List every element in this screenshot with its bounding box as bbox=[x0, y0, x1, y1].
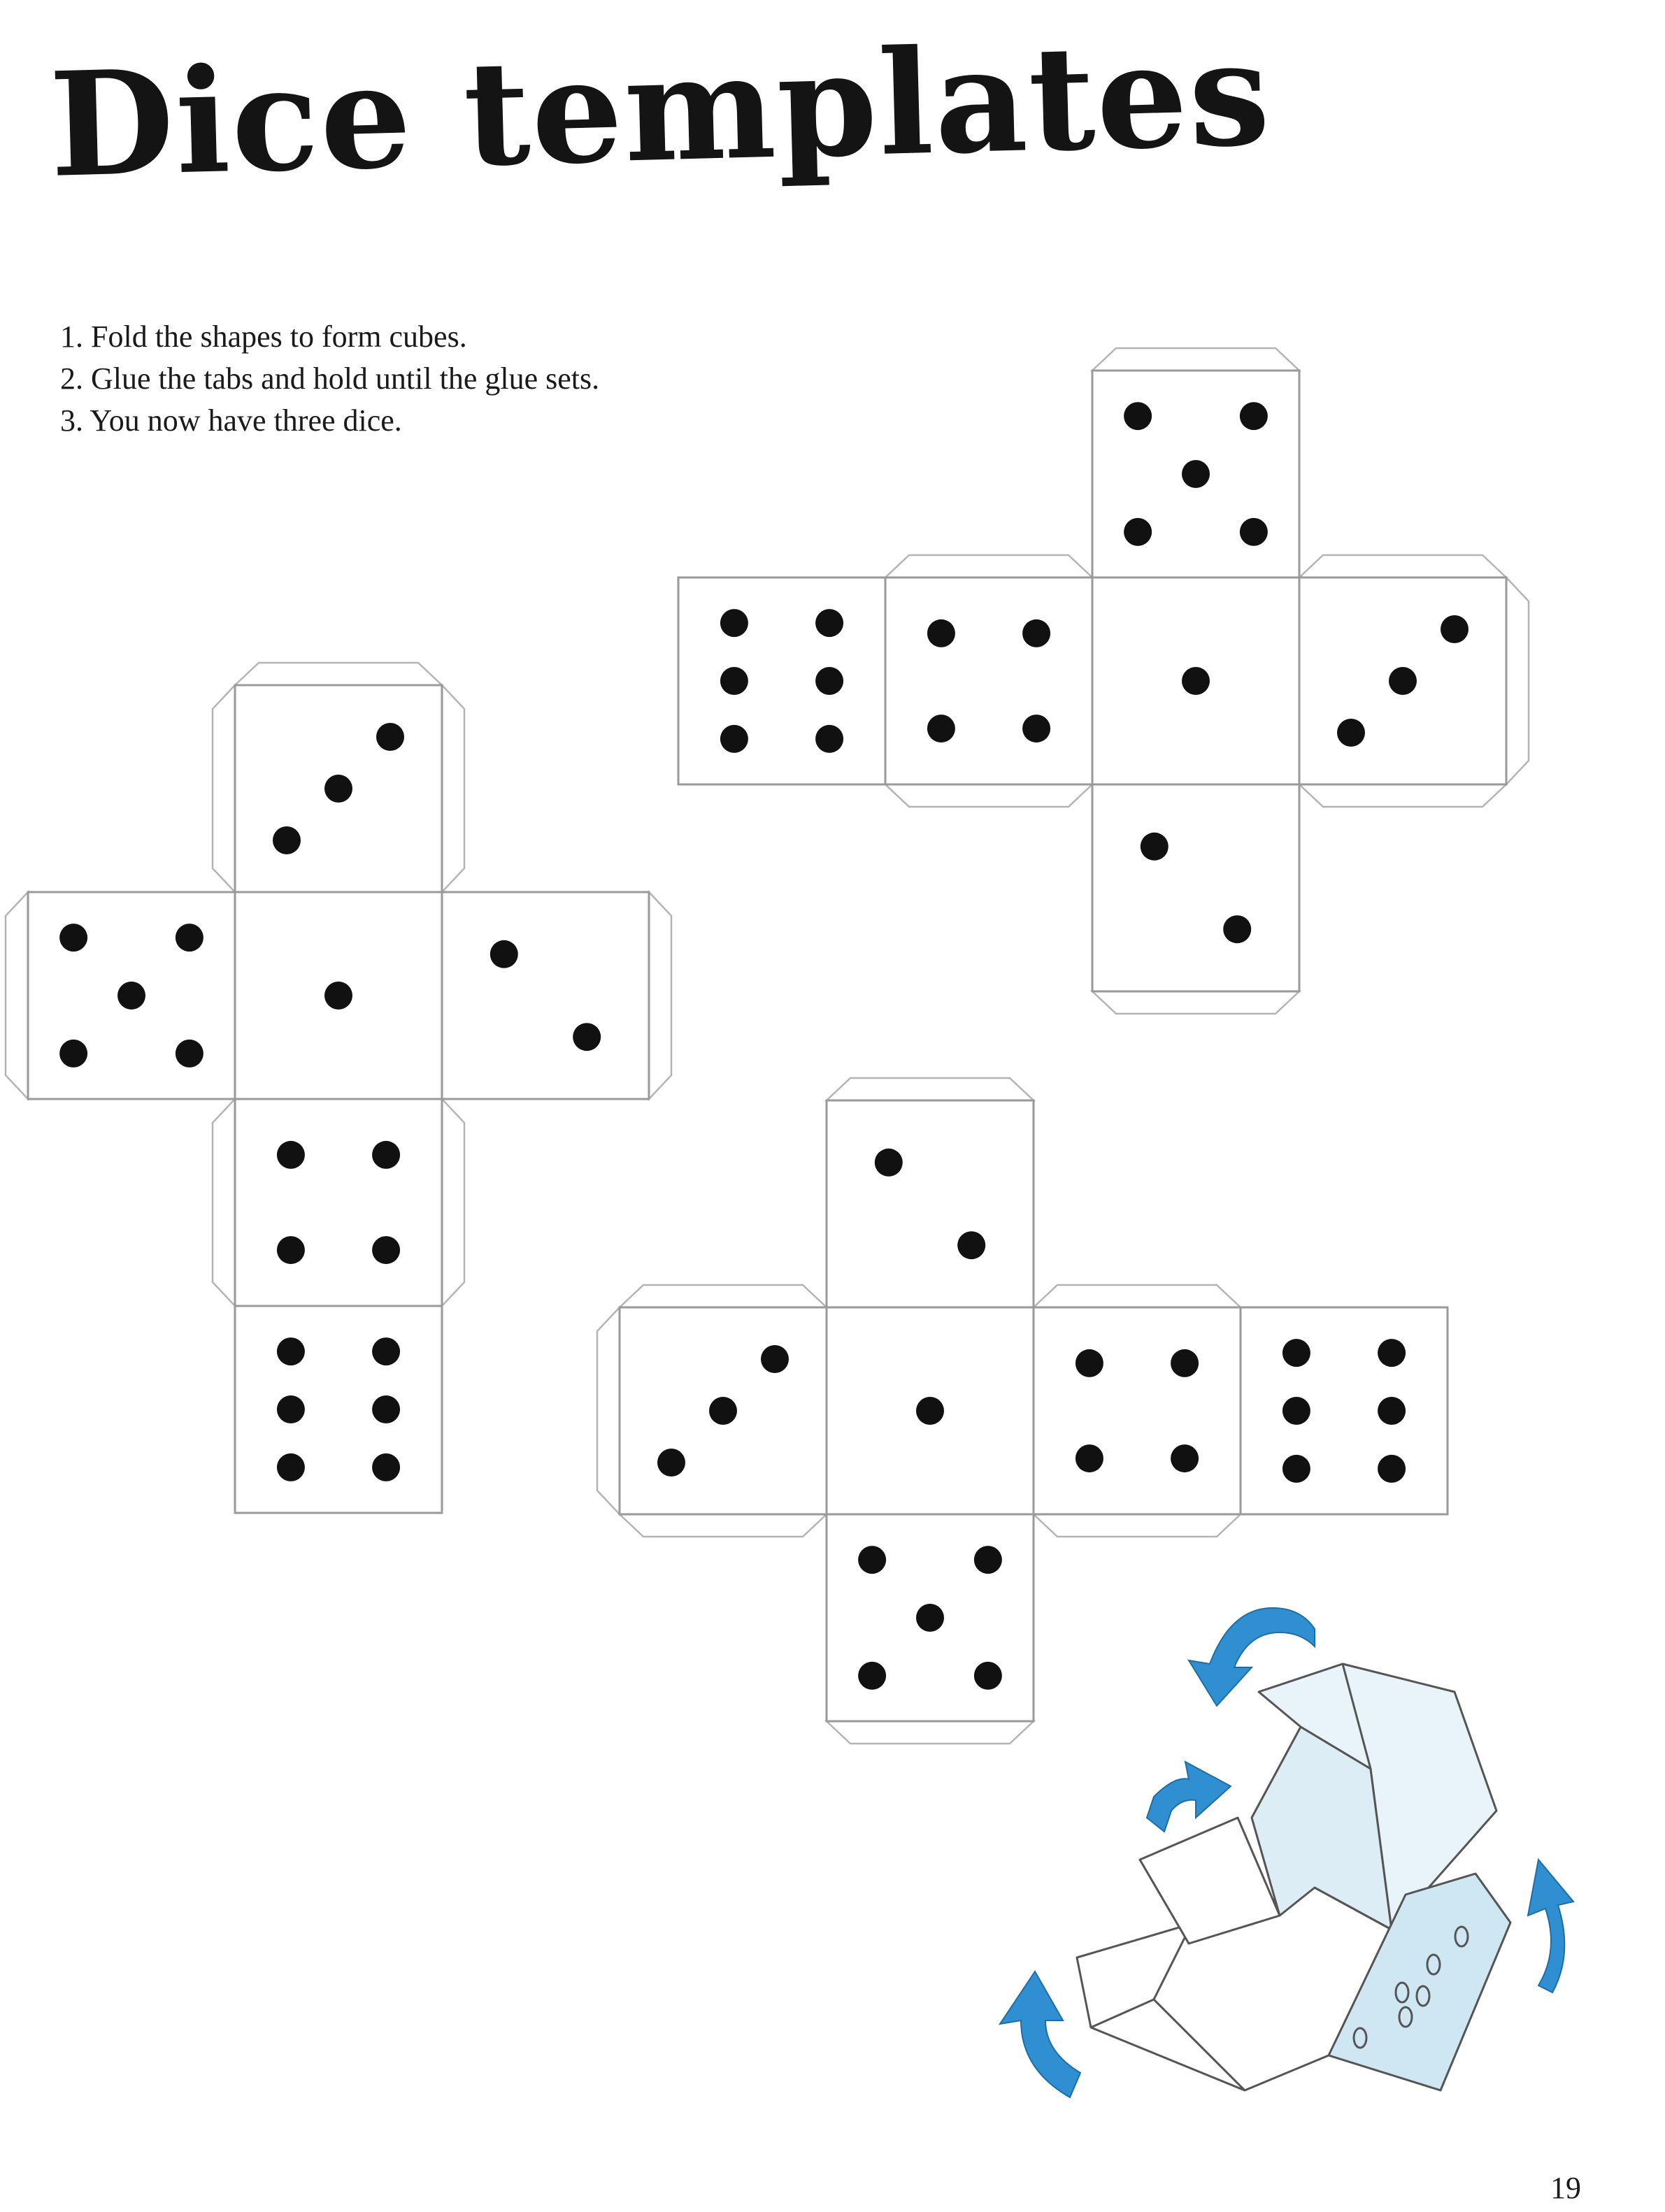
die-face-2 bbox=[1092, 784, 1299, 991]
pip bbox=[1282, 1455, 1310, 1483]
glue-tab bbox=[885, 555, 1092, 577]
pip bbox=[490, 940, 518, 968]
pip bbox=[372, 1453, 400, 1481]
pip bbox=[1171, 1444, 1199, 1472]
pip bbox=[372, 1337, 400, 1365]
die-face-6 bbox=[235, 1306, 442, 1513]
pip bbox=[372, 1141, 400, 1169]
glue-tab bbox=[1506, 577, 1529, 784]
die-face-6 bbox=[1241, 1307, 1448, 1514]
glue-tab bbox=[1034, 1514, 1241, 1537]
pip bbox=[324, 982, 352, 1010]
glue-tab bbox=[1034, 1285, 1241, 1307]
instruction-step: 2. Glue the tabs and hold until the glue sets. bbox=[60, 361, 600, 396]
pip bbox=[277, 1141, 305, 1169]
pip bbox=[927, 619, 955, 647]
pip bbox=[916, 1397, 944, 1425]
glue-tab bbox=[827, 1721, 1034, 1744]
glue-tab bbox=[885, 784, 1092, 807]
pip bbox=[1282, 1397, 1310, 1425]
page-number: 19 bbox=[1550, 2171, 1581, 2205]
pip bbox=[916, 1604, 944, 1632]
folding-cube-illustration bbox=[1000, 1608, 1573, 2097]
pip bbox=[1182, 667, 1210, 695]
pip bbox=[59, 1040, 87, 1068]
pip bbox=[761, 1345, 789, 1373]
pip bbox=[277, 1337, 305, 1365]
glue-tab bbox=[1299, 555, 1506, 577]
instruction-step: 3. You now have three dice. bbox=[60, 403, 402, 438]
pip bbox=[1389, 667, 1417, 695]
pip bbox=[974, 1662, 1002, 1690]
pip bbox=[875, 1149, 903, 1177]
pip bbox=[117, 982, 145, 1010]
pip bbox=[1441, 615, 1469, 643]
glue-tab bbox=[213, 1099, 235, 1306]
pip bbox=[1182, 460, 1210, 488]
pip bbox=[372, 1395, 400, 1423]
pip bbox=[1240, 518, 1268, 546]
glue-tab bbox=[6, 892, 28, 1099]
pip bbox=[815, 667, 843, 695]
dice-net-upper-right bbox=[678, 348, 1529, 1014]
pip bbox=[720, 725, 748, 753]
pip bbox=[176, 924, 203, 951]
pip bbox=[1171, 1349, 1199, 1377]
curved-arrow-icon bbox=[1000, 1972, 1080, 2097]
pip bbox=[376, 723, 404, 751]
pip bbox=[277, 1236, 305, 1264]
die-face-2 bbox=[442, 892, 649, 1099]
pip bbox=[1124, 402, 1152, 430]
glue-tab bbox=[649, 892, 671, 1099]
pip bbox=[59, 924, 87, 951]
glue-tab bbox=[620, 1285, 827, 1307]
pip bbox=[720, 609, 748, 637]
pip bbox=[1337, 719, 1365, 747]
pip bbox=[1022, 619, 1050, 647]
pip bbox=[1124, 518, 1152, 546]
curved-arrow-icon bbox=[1147, 1762, 1231, 1832]
pip bbox=[927, 714, 955, 742]
pip bbox=[957, 1231, 985, 1259]
glue-tab bbox=[827, 1078, 1034, 1100]
pip bbox=[815, 725, 843, 753]
instruction-step: 1. Fold the shapes to form cubes. bbox=[60, 319, 467, 354]
curved-arrow-icon bbox=[1528, 1860, 1573, 1992]
glue-tab bbox=[1092, 348, 1299, 371]
pip bbox=[974, 1546, 1002, 1574]
glue-tab bbox=[235, 663, 442, 685]
pip bbox=[858, 1546, 886, 1574]
dice-net-left bbox=[6, 663, 671, 1513]
glue-tab bbox=[597, 1307, 620, 1514]
pip bbox=[815, 609, 843, 637]
glue-tab bbox=[620, 1514, 827, 1537]
die-face-4 bbox=[235, 1099, 442, 1306]
pip bbox=[1282, 1339, 1310, 1367]
pip bbox=[1378, 1397, 1406, 1425]
pip bbox=[372, 1236, 400, 1264]
pip bbox=[277, 1453, 305, 1481]
die-face-2 bbox=[827, 1100, 1034, 1307]
pip bbox=[657, 1449, 685, 1477]
page-title: Dice templates bbox=[48, 10, 1273, 210]
glue-tab bbox=[1092, 991, 1299, 1014]
glue-tab bbox=[442, 685, 464, 892]
die-face-4 bbox=[1034, 1307, 1241, 1514]
glue-tab bbox=[1299, 784, 1506, 807]
pip bbox=[1076, 1349, 1103, 1377]
pip bbox=[1076, 1444, 1103, 1472]
pip bbox=[1378, 1339, 1406, 1367]
pip bbox=[720, 667, 748, 695]
dice-net-lower-middle bbox=[597, 1078, 1448, 1744]
die-face-6 bbox=[678, 577, 885, 784]
pip bbox=[1223, 915, 1251, 943]
pip bbox=[1240, 402, 1268, 430]
pip bbox=[1022, 714, 1050, 742]
pip bbox=[273, 826, 301, 854]
pip bbox=[277, 1395, 305, 1423]
pip bbox=[1141, 833, 1169, 861]
pip bbox=[709, 1397, 737, 1425]
pip bbox=[176, 1040, 203, 1068]
die-face-4 bbox=[885, 577, 1092, 784]
glue-tab bbox=[442, 1099, 464, 1306]
pip bbox=[858, 1662, 886, 1690]
pip bbox=[573, 1023, 601, 1051]
glue-tab bbox=[213, 685, 235, 892]
pip bbox=[324, 775, 352, 803]
pip bbox=[1378, 1455, 1406, 1483]
